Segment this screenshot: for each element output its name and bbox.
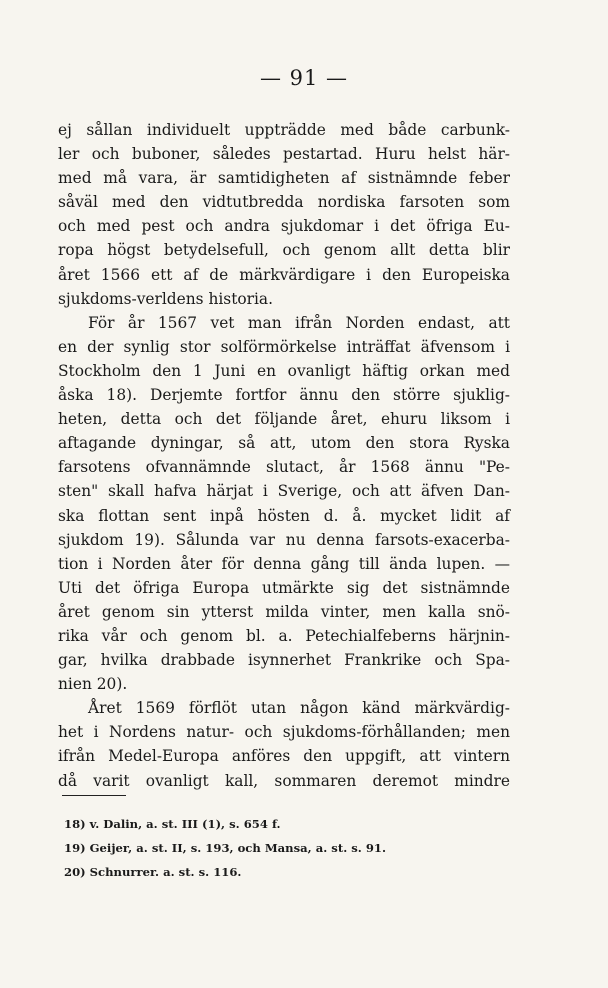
text-line: Uti det öfriga Europa utmärkte sig det sistnämnde bbox=[58, 578, 510, 597]
text-line: sjukdom 19). Sålunda var nu denna farsots-exacerba- bbox=[58, 530, 510, 549]
text-line: ifrån Medel-Europa anföres den uppgift, att vintern bbox=[58, 747, 510, 766]
footnote-20: 20) Schnurrer. a. st. s. 116. bbox=[64, 865, 242, 879]
footnote-19: 19) Geijer, a. st. II, s. 193, och Mansa, a. st. s. 91. bbox=[64, 841, 387, 855]
text-line: För år 1567 vet man ifrån Norden endast, att bbox=[88, 313, 510, 332]
text-line: het i Nordens natur- och sjukdoms-förhållanden; men bbox=[58, 723, 510, 742]
text-line: Stockholm den 1 Juni en ovanligt häftig orkan med bbox=[58, 361, 510, 380]
text-line: då varit ovanligt kall, sommaren deremot mindre bbox=[58, 771, 510, 790]
text-line: tion i Norden åter för denna gång till ända lupen. — bbox=[58, 554, 510, 573]
text-line: såväl med den vidtutbredda nordiska farsoten som bbox=[58, 193, 510, 212]
text-line: sjukdoms-verldens historia. bbox=[58, 289, 273, 308]
text-line: rika vår och genom bl. a. Petechialfeberns härjnin- bbox=[58, 626, 510, 645]
footnote-18: 18) v. Dalin, a. st. III (1), s. 654 f. bbox=[64, 817, 281, 831]
footnote-divider bbox=[62, 795, 126, 796]
text-line: gar, hvilka drabbade isynnerhet Frankrike och Spa- bbox=[58, 651, 510, 670]
text-line: nien 20). bbox=[58, 675, 128, 694]
page-number: — 91 — bbox=[259, 66, 349, 90]
text-line: året 1566 ett af de märkvärdigare i den Europeiska bbox=[58, 265, 510, 284]
text-line: sten" skall hafva härjat i Sverige, och att äfven Dan- bbox=[58, 482, 510, 501]
text-line: ropa högst betydelsefull, och genom allt detta blir bbox=[58, 241, 510, 260]
text-line: en der synlig stor solförmörkelse inträffat äfvensom i bbox=[58, 337, 510, 356]
text-line: heten, detta och det följande året, ehuru liksom i bbox=[58, 410, 510, 429]
text-line: farsotens ofvannämnde slutact, år 1568 ännu "Pe- bbox=[58, 458, 510, 477]
text-line: ler och buboner, således pestartad. Huru helst här- bbox=[58, 145, 510, 164]
footnotes bbox=[64, 812, 504, 884]
text-line: åska 18). Derjemte fortfor ännu den större sjuklig- bbox=[58, 386, 510, 405]
text-line: ska flottan sent inpå hösten d. å. mycket lidit af bbox=[58, 506, 510, 525]
text-line: Året 1569 förflöt utan någon känd märkvärdig- bbox=[88, 699, 510, 718]
text-line: ej sållan individuelt uppträdde med både carbunk- bbox=[58, 121, 510, 139]
text-line: aftagande dyningar, så att, utom den stora Ryska bbox=[58, 434, 510, 453]
body-text bbox=[58, 118, 510, 793]
text-line: och med pest och andra sjukdomar i det öfriga Eu- bbox=[58, 217, 510, 236]
text-line: med må vara, är samtidigheten af sistnämnde feber bbox=[58, 169, 510, 188]
text-line: året genom sin ytterst milda vinter, men kalla snö- bbox=[58, 602, 510, 621]
